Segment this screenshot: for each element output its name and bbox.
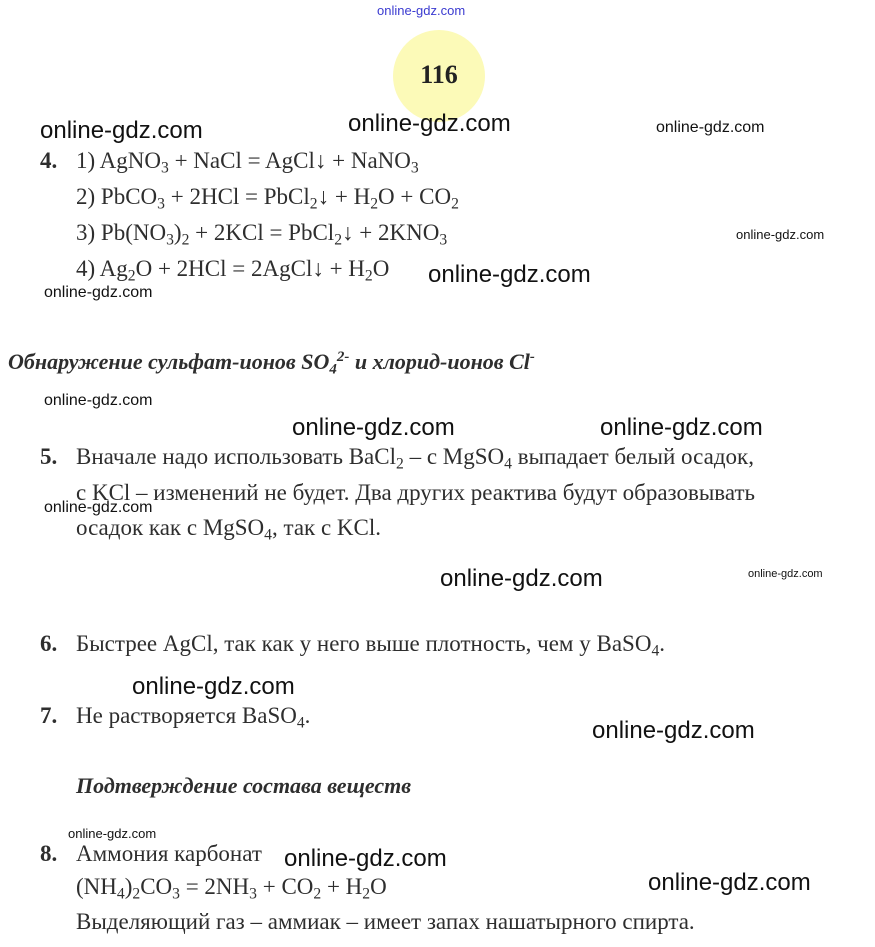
equation-1: 1) AgNO$_3$ + NaCl = AgCl↓ + NaNO$_3$ <box>76 148 419 177</box>
task-number: 6. <box>40 631 58 656</box>
watermark: online-gdz.com <box>748 568 823 580</box>
watermark: online-gdz.com <box>592 717 755 744</box>
watermark: online-gdz.com <box>40 117 203 144</box>
task-number: 7. <box>40 703 58 728</box>
watermark: online-gdz.com <box>44 284 153 301</box>
watermark: online-gdz.com <box>284 845 447 872</box>
watermark: online-gdz.com <box>348 110 511 137</box>
paragraph-line: Не растворяется BaSO$_4$. <box>76 703 311 732</box>
watermark: online-gdz.com <box>68 826 157 841</box>
paragraph-line: Вначале надо использовать BaCl$_2$ – с MgSO$_4$ выпадает белый осадок, <box>76 444 754 473</box>
paragraph-line: с KCl – изменений не будет. Два других реактива будут образовывать <box>76 480 756 505</box>
section-heading: Подтверждение состава веществ <box>76 773 412 798</box>
watermark: online-gdz.com <box>648 869 811 896</box>
equation-5: $(NH_4)_2CO_3 = 2NH_3 + CO_2 + H_2O$ <box>76 874 387 903</box>
equation-2: 2) PbCO$_3$ + 2HCl = PbCl$_2$↓ + $H_2O + CO_2$ <box>76 184 459 213</box>
equation-3: 3) $Pb(NO_3)_2 + 2KCl$ = PbCl$_2$↓ + $2KNO_3$ <box>76 220 448 249</box>
watermark: online-gdz.com <box>44 392 153 409</box>
task-number: 4. <box>40 148 58 173</box>
section-heading: Обнаружение сульфат-ионов $SO_4^{2-}$ и хлорид-ионов Cl- <box>8 348 535 378</box>
paragraph-line: Аммония карбонат <box>76 841 262 866</box>
task-number: 5. <box>40 444 58 469</box>
watermark: online-gdz.com <box>132 673 295 700</box>
paragraph-line: Выделяющий газ – аммиак – имеет запах нашатырного спирта. <box>76 909 695 934</box>
watermark: online-gdz.com <box>428 261 591 288</box>
watermark: online-gdz.com <box>440 565 603 592</box>
paragraph-line: Быстрее AgCl, так как у него выше плотность, чем у BaSO$_4$. <box>76 631 666 660</box>
page-number: 116 <box>420 60 458 89</box>
watermark: online-gdz.com <box>292 414 455 441</box>
equation-4: 4) $Ag_2O + 2HCl$ = 2AgCl↓ + $H_2O$ <box>76 256 390 285</box>
watermark: online-gdz.com <box>600 414 763 441</box>
watermark: online-gdz.com <box>44 499 153 516</box>
site-link[interactable]: online-gdz.com <box>377 3 466 18</box>
watermark: online-gdz.com <box>656 119 765 136</box>
watermark: online-gdz.com <box>736 227 825 242</box>
task-number: 8. <box>40 841 58 866</box>
paragraph-line: осадок как с MgSO$_4$, так с KCl. <box>76 515 381 544</box>
